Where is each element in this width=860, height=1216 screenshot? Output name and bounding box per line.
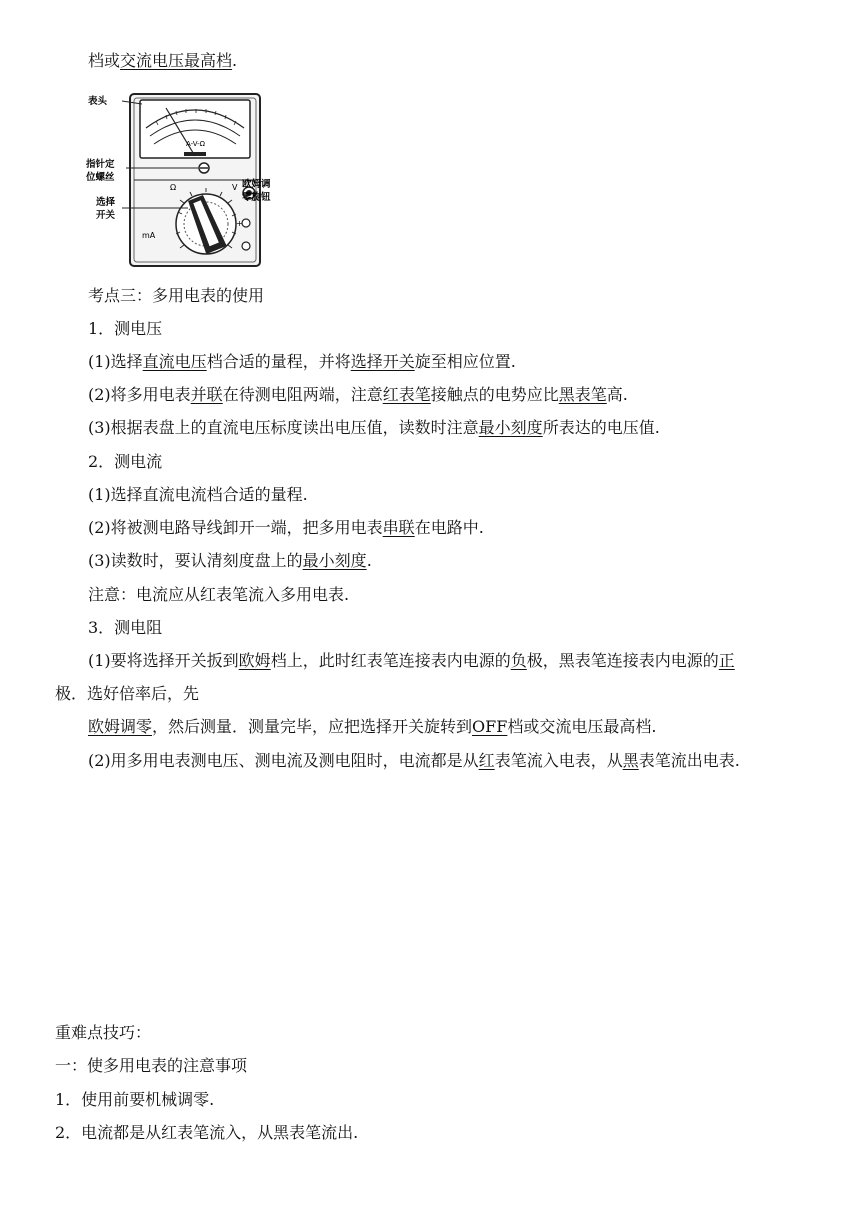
underlined-term: 交流电压最高档 bbox=[120, 51, 233, 70]
underlined-term: 欧姆调零 bbox=[88, 717, 153, 736]
text-line bbox=[88, 650, 735, 672]
text-run: 档或交流电压最高档. bbox=[507, 717, 657, 736]
text-run: 高. bbox=[606, 385, 628, 404]
underlined-term: 红表笔 bbox=[382, 385, 431, 404]
text-run: (2)用多用电表测电压、测电流及测电阻时，电流都是从 bbox=[88, 751, 479, 770]
underlined-term: OFF bbox=[472, 717, 508, 736]
label-ohm-knob-1: 欧姆调 bbox=[242, 179, 271, 190]
text-line bbox=[88, 550, 372, 572]
text-line: 极．选好倍率后，先 bbox=[55, 684, 200, 703]
text-line bbox=[88, 351, 516, 373]
text-run: 所表达的电压值. bbox=[542, 418, 660, 437]
label-head: 表头 bbox=[88, 96, 108, 107]
subheading: 2．测电流 bbox=[88, 452, 163, 471]
v-mark: V bbox=[232, 183, 238, 192]
ma-mark: mA bbox=[142, 231, 156, 240]
underlined-term: 直流电压 bbox=[142, 352, 207, 371]
ohm-mark: Ω bbox=[170, 183, 177, 192]
text-line: 2．电流都是从红表笔流入，从黑表笔流出. bbox=[55, 1123, 359, 1142]
text-run: (1)选择 bbox=[88, 352, 143, 371]
plus-mark: + bbox=[236, 219, 243, 228]
dial-window bbox=[140, 100, 250, 158]
text-run: 在电路中. bbox=[414, 518, 484, 537]
text-run: 在待测电阻两端，注意 bbox=[222, 385, 383, 404]
label-selector-1: 选择 bbox=[96, 197, 116, 208]
label-screw-1: 指针定 bbox=[86, 159, 115, 170]
text-run: 档合适的量程，并将 bbox=[206, 352, 351, 371]
text-run: . bbox=[232, 51, 238, 70]
underlined-term: 最小刻度 bbox=[478, 418, 543, 437]
multimeter-drawing bbox=[86, 88, 276, 268]
terminal-plus bbox=[242, 219, 250, 227]
underlined-term: 最小刻度 bbox=[302, 551, 367, 570]
text-run: ，然后测量．测量完毕，应把选择开关旋转到 bbox=[152, 717, 473, 736]
underlined-term: 红 bbox=[478, 751, 495, 770]
label-selector-2: 开关 bbox=[96, 210, 116, 221]
underlined-term: 选择开关 bbox=[350, 352, 415, 371]
section-heading: 考点三：多用电表的使用 bbox=[88, 286, 265, 305]
text-line bbox=[88, 716, 656, 738]
text-line: (1)选择直流电流档合适的量程. bbox=[88, 485, 308, 504]
text-run: 表笔流出电表. bbox=[638, 751, 740, 770]
text-line bbox=[88, 384, 628, 406]
text-run: (1)要将选择开关扳到 bbox=[88, 651, 239, 670]
text-run: (3)读数时，要认清刻度盘上的 bbox=[88, 551, 303, 570]
subheading: 1．测电压 bbox=[88, 319, 163, 338]
subheading: 3．测电阻 bbox=[88, 618, 163, 637]
subheading: 一：使多用电表的注意事项 bbox=[55, 1056, 248, 1075]
underlined-term: 黑表笔 bbox=[558, 385, 607, 404]
text-line bbox=[88, 517, 484, 539]
text-line: 1．使用前要机械调零. bbox=[55, 1090, 215, 1109]
label-screw-2: 位螺丝 bbox=[86, 172, 115, 183]
text-line bbox=[88, 750, 740, 772]
section-heading: 重难点技巧： bbox=[55, 1023, 152, 1042]
underlined-term: 并联 bbox=[190, 385, 223, 404]
text-line: 注意：电流应从红表笔流入多用电表. bbox=[88, 585, 350, 604]
dial-text: A-V-Ω bbox=[186, 140, 206, 148]
underlined-term: 黑 bbox=[622, 751, 639, 770]
terminal-minus bbox=[242, 242, 250, 250]
text-run: 极，黑表笔连接表内电源的 bbox=[526, 651, 719, 670]
text-run: (2)将被测电路导线卸开一端，把多用电表 bbox=[88, 518, 383, 537]
text-line bbox=[88, 50, 237, 72]
text-run: (2)将多用电表 bbox=[88, 385, 191, 404]
text-run: 接触点的电势应比 bbox=[430, 385, 559, 404]
multimeter-figure bbox=[86, 88, 276, 268]
text-run: (3)根据表盘上的直流电压标度读出电压值，读数时注意 bbox=[88, 418, 479, 437]
underlined-term: 负 bbox=[510, 651, 527, 670]
text-run: 档上，此时红表笔连接表内电源的 bbox=[270, 651, 511, 670]
dial-baseline bbox=[184, 152, 206, 156]
text-run: 旋至相应位置. bbox=[414, 352, 516, 371]
text-line bbox=[88, 417, 660, 439]
label-ohm-knob-2: 零旋钮 bbox=[242, 192, 271, 203]
text-run: . bbox=[366, 551, 372, 570]
underlined-term: 串联 bbox=[382, 518, 415, 537]
text-run: 表笔流入电表，从 bbox=[494, 751, 623, 770]
text-run: 档或 bbox=[88, 51, 121, 70]
underlined-term: 欧姆 bbox=[238, 651, 271, 670]
underlined-term: 正 bbox=[718, 651, 735, 670]
